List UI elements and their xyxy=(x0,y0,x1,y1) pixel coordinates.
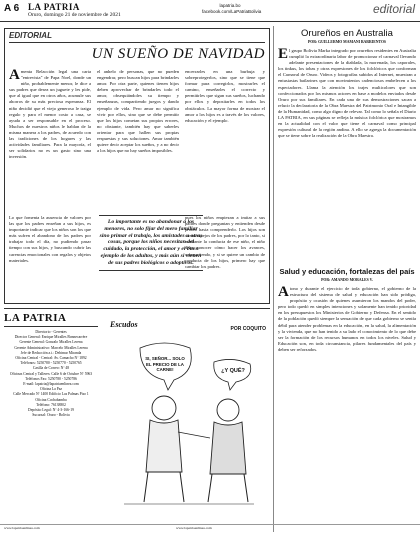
lower-separator xyxy=(4,308,270,309)
article1-dropcap: E xyxy=(278,48,289,62)
character-legs-right xyxy=(208,474,248,502)
article1-title: Orureños en Australia xyxy=(301,28,393,39)
footer-url-left[interactable]: www.lapatriaenlinea.com xyxy=(4,526,40,530)
masthead-line: Casilla de Correo: Nº 48 xyxy=(32,366,70,371)
masthead-line: Depósito Legal: Nº 4-3-166-19 xyxy=(28,408,74,413)
cartoon-byline: POR COQUITO xyxy=(230,326,266,332)
editorial-bottom-right: pues los niños empiezan a imitar a sus padres donde preguntan y entienden desde pronto hasta comprenderlo. Los hijos son como espejos de los padres, por lo tanto, si mediante la conducta de ese niño, el niño debe conocer cómo hacer los avances, compartiendo, y si se quiere un cambio de conducta de los hijos, primero hay que cambiar los padres. xyxy=(185,215,265,269)
character-head-left xyxy=(152,396,176,420)
header-web-info xyxy=(202,3,262,15)
masthead-line: Calle Mercado Nº 1400 Edificio Las Palmas Piso 1 xyxy=(13,392,89,397)
article1-text: l grupo Bolivia Marka integrado por orureños residentes en Australia cumplió la extraordinaria labor de promocionar el carnaval llevando adelante presentaciones de la diablada, la morenada, los caporales, los tinkus, los tobas y otras expresiones de los folclóricos que conforman el Carnaval de Oruro. Videos y fotografías subidos al Internet, muestran a entusiastas bailarines que con movimientos cadenciosos embelecen a los espectadores. Llama la atención los trajes multicolores que son confeccionados por los mismos actores en base a modelos enviados desde Oruro por sus familiares. En cada una de sus demostraciones sacan a relucir la declaratoria de la Obra Maestra del Patrimonio Oral e Intangible de la Humanidad, como algo digno de relevar. Tal como lo señala el Diario LA PATRIA, en sus páginas se refleja la música folclórica que mostramos en la actualidad con el valor que tiene el carnaval como principal expresión cultural de la región andina. A ello se agrega la documentación que se tiene sobre la realización de la Obra Maestra. xyxy=(278,48,416,139)
masthead-line: Jefe de Redacción a.i.: Dehimar Miranda xyxy=(20,350,82,355)
editorial-column-3: encerrarles en una burbuja y sobreprotegerlos, sino que se tiene que formar para corregirlos, mostrarles el camino, enseñarles el correcto y permitirles que sigan sus sueños, luchando por ellos y depositarles en todos los obstáculos. La mayor forma de mostrar el amor a los hijos es a través de los valores, educación y el ejemplo. xyxy=(185,69,265,123)
editorial-bottom-left: Lo que fomenta la ausencia de valores por las que los padres enseñan a sus hijos, es importante indicar que los niños son los que más sufren el abandono de los padres por trabajar todo el día, no pudiendo pasar tiempo con sus hijos, y buscando cubrir las carencias emocionales con regalos y objetos materiales. xyxy=(9,215,91,263)
article2-text: tono y durante el ejercicio de toda gobierno, el gobierno de la estructura del sistema de salud y educación han sido pródiga, propósito y ocasión de quienes asumieron los mandos del poder, pero todo quedó en simples intenciones y solamente han tenido prioridad en los presupuestos los Ministerios de Gobierno y Defensa. En el sentido de la población quedó siempre la sensación de que cada gobierno se sentía débil para atender problemas en la educación, en la salud, la alimentación y la vivienda, que no han tenido a su lado el conocimiento de lo que debe ser la formación de los recursos humanos en todos los niveles. Salud y Educación son, en toda circunstancia, pilares fundamentales del país y deben ser reforzados. xyxy=(278,286,416,352)
masthead-line: Oficina Cochabamba xyxy=(35,397,67,402)
masthead-line: Gerente Administrativo: Marcelo Miralles Lerena xyxy=(14,345,88,350)
editorial-column-1 xyxy=(9,69,91,209)
editorial-label: EDITORIAL xyxy=(9,31,52,40)
article2-dropcap: A xyxy=(278,286,289,300)
masthead-line: Sucursal: Oruro - Bolivia xyxy=(32,413,70,418)
editorial-pull-quote: Lo importante es no abandonar a los menores, no solo fijar del mero familiar sino primar el trabajo, los amistades u otras cosas, porque los niños necesitan del cuidado, la protección, el amor y el buen ejemplo de los adultos, y más aún si vienen de sus padres biológicos o adoptivos. xyxy=(99,215,203,271)
masthead-line: Oficina Central - Central: Av. Camacho Nº 1892 xyxy=(15,356,87,361)
masthead-line: Teléfono: 76138802 xyxy=(36,402,66,407)
masthead-line: Teléfonos Fax: 5250780 - 5250786 xyxy=(25,376,77,381)
masthead-line: E-mail: lapatria@lapatriaenlinea.com xyxy=(23,382,79,387)
newspaper-brand: LA PATRIA xyxy=(28,2,80,12)
masthead-line: Oficinas Central y Talleres: Calle 6 de Octubre Nº 5963 xyxy=(9,371,93,376)
masthead-line: Teléfonos: 5250780 - 5250770 - 5250765 xyxy=(20,361,82,366)
page-header xyxy=(0,0,420,22)
article2-body xyxy=(278,286,416,522)
article1-body xyxy=(278,48,416,262)
speech-bubble-1: SI, SEÑOR... SOLO EL PRECIO DE LA CARNE! xyxy=(145,356,185,372)
page-footer xyxy=(0,524,420,534)
facebook-link[interactable]: facebook.com/LaPatriaBolivia xyxy=(202,9,262,14)
cartoon-drawing xyxy=(104,312,270,512)
editorial-dropcap: A xyxy=(9,69,20,83)
editorial-rule xyxy=(9,42,265,43)
masthead-line: Oficina La Paz xyxy=(39,387,63,392)
masthead-line: Directorio - Gerentes xyxy=(35,330,67,334)
article1-byline: POR: GUILLERMO MAMANI BARRIENTOS xyxy=(307,40,387,44)
cartoon-logo: Escudos xyxy=(110,320,138,329)
issue-date: Oruro, domingo 21 de noviembre de 2021 xyxy=(28,12,121,18)
character-body-left xyxy=(146,420,182,472)
section-name: editorial xyxy=(372,2,415,16)
website-link[interactable]: lapatria.bo xyxy=(219,3,241,8)
character-body-right xyxy=(210,422,246,474)
character-arm xyxy=(178,432,210,438)
character-head-right xyxy=(217,399,239,421)
editorial-column-2: el anhelo de personas, que no pueden engendrar, pero buscan hijos para brindarles amor. Por otra parte, quienes tienen hijos deben aprovechar de brindarles todo el amor, obsequiándoles su tiempo y enseñanzas, compartiendo juegos y dando ejemplo de vida. Pero amar no significa vivir por ellos, sino que se debe permitir que los hijos cometan sus propios errores, no obstante, también hay que saberles orientar para que hallen sus propias respuestas y sus soluciones. Amar también quiere decir aceptar los sueños, y a no decir a los hijos que no hay sueños imposibles. xyxy=(97,69,179,154)
cartoon-panel xyxy=(104,312,270,512)
editorial-col1-text: menta Relacción legal una carta "entrevista" de Papa Noel, donde un niño, probablemente menor, le dice a sus padres que desea un juguete y les pide, que al igual que en otros años, acumule sus ahorros de su más preciosa esperanza. El niño decidió que el viejo generoso le traiga regalo y para el menor costo a casa, se ayuda a ser responsable en el proceso. Muchos de nuestros niños le hablan de la misma manera a los padres, de acuerdo con las tradiciones de los hogares y las actividades familiares. Para la mayoría, el ser solidarios no es un gasto sino una inversión. xyxy=(9,69,91,160)
masthead-line: Gerente General: Gonzalo Miralles Lerena xyxy=(19,340,83,345)
masthead-lines xyxy=(4,330,98,418)
page-number: A 6 xyxy=(4,3,20,14)
editorial-box xyxy=(4,28,270,304)
masthead-title: LA PATRIA xyxy=(4,312,98,327)
article2-byline: POR: AMANDO MORALES V. xyxy=(321,278,373,282)
speech-bubble-2: ¿Y QUÉ? xyxy=(221,368,245,374)
editorial-title: UN SUEÑO DE NAVIDAD xyxy=(91,46,265,62)
masthead-line: Director General: Enrique Miralles Bonnecarrère xyxy=(14,335,88,340)
footer-url-right[interactable]: www.lapatriaenlinea.com xyxy=(176,526,212,530)
character-legs-left xyxy=(144,472,184,502)
column-separator xyxy=(273,26,274,532)
masthead-box xyxy=(4,312,98,528)
article2-title: Salud y educación, fortalezas del país xyxy=(279,267,415,276)
speech-bubble-shape-2 xyxy=(214,359,251,390)
